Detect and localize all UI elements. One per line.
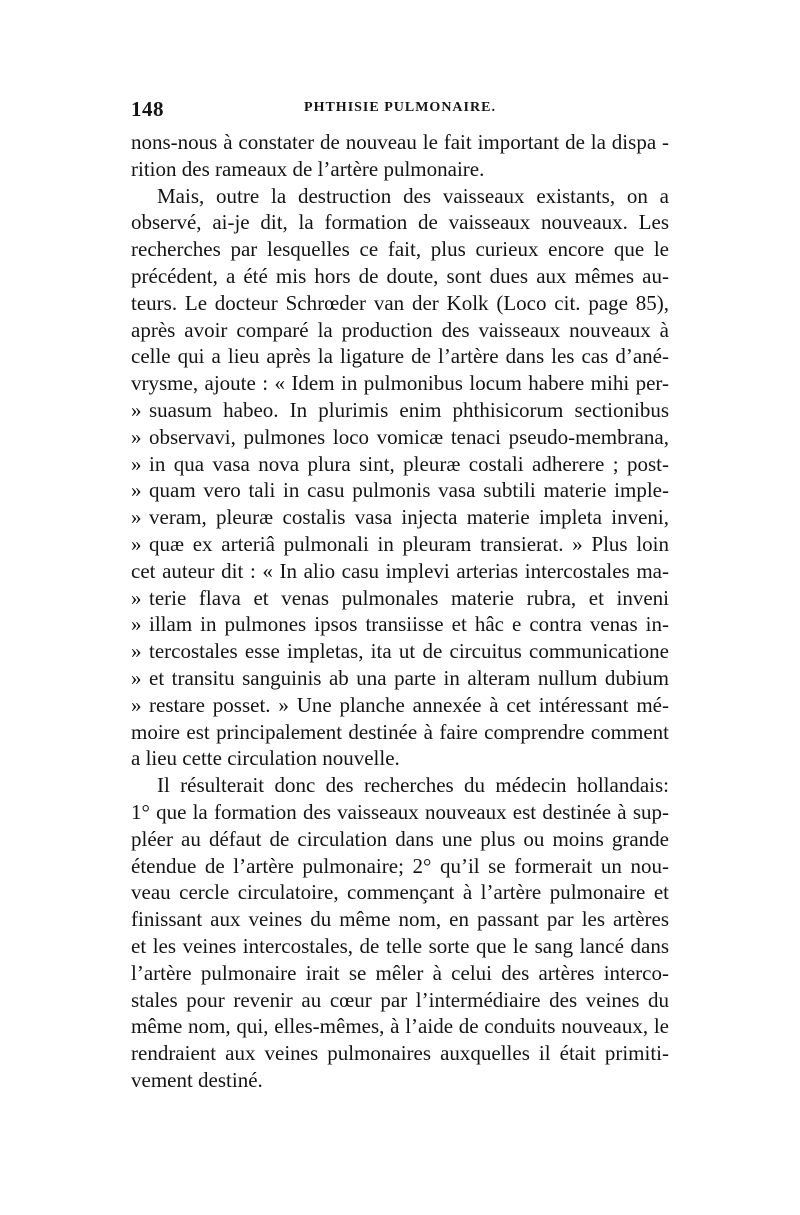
quote-mark: » <box>131 451 142 476</box>
page-number: 148 <box>131 97 164 121</box>
text-line: finissant aux veines du même nom, en passant par les artères <box>131 907 669 932</box>
quoted-line: » tercostales esse impletas, ita ut de circuitus communicatione <box>131 639 669 664</box>
quoted-line: » et transitu sanguinis ab una parte in alteram nullum dubium <box>131 665 669 690</box>
quote-mark: » <box>131 639 142 664</box>
quoted-line: » suasum habeo. In plurimis enim phthisicorum sectionibus <box>131 397 669 422</box>
text-line: stales pour revenir au cœur par l’intermédiaire des veines du <box>131 987 669 1012</box>
text-line: 1° que la formation des vaisseaux nouveaux est destinée à sup- <box>131 799 669 824</box>
text-line: pléer au défaut de circulation dans une plus ou moins grande <box>131 826 669 851</box>
quote-mark: » <box>131 478 142 503</box>
page-header <box>131 97 669 127</box>
text-line: nons-nous à constater de nouveau le fait important de la dispa - <box>131 130 669 154</box>
body-text <box>131 129 669 1094</box>
text-line: observé, ai-je dit, la formation de vaisseaux nouveaux. Les <box>131 210 669 235</box>
text-line: a lieu cette circulation nouvelle. <box>131 746 400 771</box>
text-line: précédent, a été mis hors de doute, sont dues aux mêmes au- <box>131 263 669 288</box>
text-line: l’artère pulmonaire irait se mêler à celui des artères interco- <box>131 960 669 985</box>
text-line: veau cercle circulatoire, commençant à l’artère pulmonaire et <box>131 880 669 905</box>
quote-mark: » <box>131 397 142 422</box>
quoted-line: » illam in pulmones ipsos transiisse et hâc e contra venas in- <box>131 612 669 637</box>
quoted-line: » terie flava et venas pulmonales materie rubra, et inveni <box>131 585 669 610</box>
quote-mark: » <box>131 531 142 556</box>
quote-mark: » <box>131 692 142 717</box>
text-line: rendraient aux veines pulmonaires auxquelles il était primiti- <box>131 1041 669 1066</box>
text-line: vement destiné. <box>131 1067 263 1092</box>
text-line: et les veines intercostales, de telle sorte que le sang lancé dans <box>131 933 669 958</box>
text-line: celle qui a lieu après la ligature de l’artère dans les cas d’ané- <box>131 344 669 369</box>
text-line: cet auteur dit : « In alio casu implevi arterias intercostales ma- <box>131 558 669 583</box>
quoted-line: » observavi, pulmones loco vomicæ tenaci pseudo-membrana, <box>131 424 669 449</box>
text-line: après avoir comparé la production des vaisseaux nouveaux à <box>131 317 669 342</box>
text-line: Il résulterait donc des recherches du médecin hollandais: <box>157 773 669 798</box>
quoted-line: » restare posset. » Une planche annexée à cet intéressant mé- <box>131 692 669 717</box>
text-line: étendue de l’artère pulmonaire; 2° qu’il se formerait un nou- <box>131 853 669 878</box>
text-line: vrysme, ajoute : « Idem in pulmonibus locum habere mihi per- <box>131 371 669 396</box>
quote-mark: » <box>131 612 142 637</box>
quoted-line: » veram, pleuræ costalis vasa injecta materie impleta inveni, <box>131 505 669 530</box>
text-line: Mais, outre la destruction des vaisseaux existants, on a <box>157 183 669 208</box>
text-line: rition des rameaux de l’artère pulmonaire. <box>131 156 485 181</box>
quoted-line: » in qua vasa nova plura sint, pleuræ costali adherere ; post- <box>131 451 669 476</box>
quote-mark: » <box>131 665 142 690</box>
quote-mark: » <box>131 585 142 610</box>
running-title: PHTHISIE PULMONAIRE. <box>304 100 496 115</box>
quoted-line: » quam vero tali in casu pulmonis vasa subtili materie imple- <box>131 478 669 503</box>
text-line: moire est principalement destinée à faire comprendre comment <box>131 719 669 744</box>
text-line: recherches par lesquelles ce fait, plus curieux encore que le <box>131 237 669 262</box>
text-line: même nom, qui, elles-mêmes, à l’aide de conduits nouveaux, le <box>131 1014 669 1039</box>
text-line: teurs. Le docteur Schrœder van der Kolk (Loco cit. page 85), <box>131 290 669 315</box>
quoted-line: » quæ ex arteriâ pulmonali in pleuram transierat. » Plus loin <box>131 531 669 556</box>
quote-mark: » <box>131 505 142 530</box>
quote-mark: » <box>131 424 142 449</box>
